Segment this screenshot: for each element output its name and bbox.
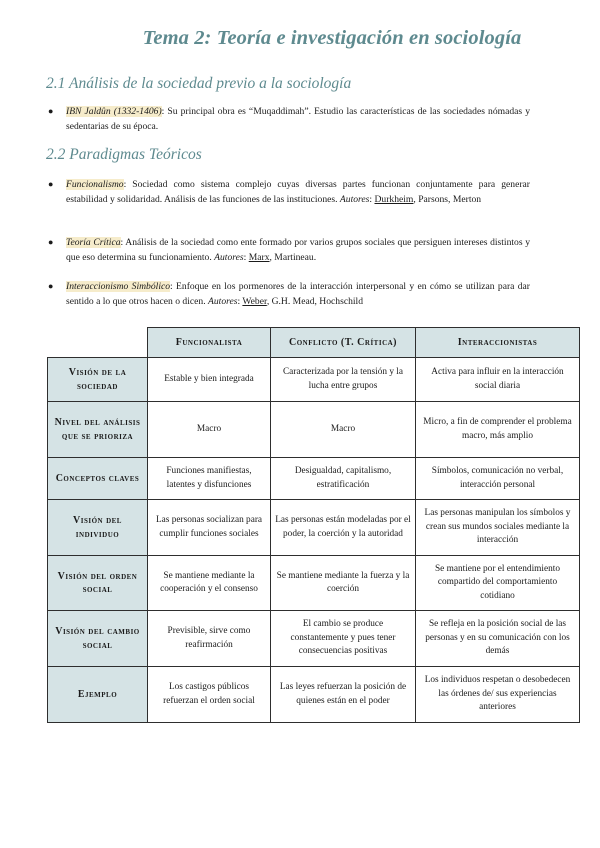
- authors-label: Autores: [214, 252, 244, 263]
- author-link[interactable]: Marx: [248, 252, 270, 263]
- table-cell: Se mantiene mediante la cooperación y el consenso: [148, 556, 271, 611]
- authors-rest: , Martineau.: [269, 252, 317, 263]
- list-item: [48, 235, 530, 265]
- table-cell: Los individuos respetan o desobedecen las órdenes de/ sus experiencias anteriores: [416, 667, 580, 723]
- table-row: [48, 358, 580, 402]
- list-item: [48, 104, 530, 134]
- table-cell: Los castigos públicos refuerzan el orden social: [148, 667, 271, 723]
- table-cell: Las personas manipulan los símbolos y crean sus mundos sociales mediante la interacción: [416, 500, 580, 556]
- table-cell: Macro: [271, 402, 416, 458]
- table-cell: Las personas socializan para cumplir funciones sociales: [148, 500, 271, 556]
- table-cell: El cambio se produce constantemente y pues tener consecuencias positivas: [271, 611, 416, 667]
- table-row: [48, 402, 580, 458]
- row-header: Visión del orden social: [48, 556, 148, 611]
- comparison-table: [47, 327, 580, 723]
- table-cell: Se mantiene por el entendimiento compartido del comportamiento cotidiano: [416, 556, 580, 611]
- table-row: [48, 556, 580, 611]
- column-header: Conflicto (T. Crítica): [271, 328, 416, 358]
- table-row: [48, 500, 580, 556]
- table-cell: Se refleja en la posición social de las personas y en su comunicación con los demás: [416, 611, 580, 667]
- table-cell: Estable y bien integrada: [148, 358, 271, 402]
- row-header: Visión de la sociedad: [48, 358, 148, 402]
- column-header: Interaccionistas: [416, 328, 580, 358]
- authors-rest: , Parsons, Merton: [413, 194, 482, 205]
- row-header: Visión del cambio social: [48, 611, 148, 667]
- table-cell: Desigualdad, capitalismo, estratificación: [271, 458, 416, 500]
- table-cell: Previsible, sirve como reafirmación: [148, 611, 271, 667]
- row-header: Ejemplo: [48, 667, 148, 723]
- table-cell: Las leyes refuerzan la posición de quienes están en el poder: [271, 667, 416, 723]
- authors-label: Autores: [339, 194, 370, 205]
- bullet-icon: ●: [48, 237, 54, 247]
- term-highlight: Funcionalismo: [66, 179, 124, 190]
- authors-separator: :: [237, 296, 243, 307]
- author-link[interactable]: Durkheim: [374, 194, 414, 205]
- list-item: [48, 177, 530, 207]
- table-row: [48, 611, 580, 667]
- table-cell: Las personas están modeladas por el poder, la coerción y la autoridad: [271, 500, 416, 556]
- table-cell: Caracterizada por la tensión y la lucha entre grupos: [271, 358, 416, 402]
- table-row: [48, 667, 580, 723]
- authors-label: Autores: [208, 296, 238, 307]
- authors-separator: :: [369, 194, 375, 205]
- table-cell: Símbolos, comunicación no verbal, interacción personal: [416, 458, 580, 500]
- row-header: Nivel del análisis que se prioriza: [48, 402, 148, 458]
- bullet-icon: ●: [48, 106, 54, 116]
- bullet-text: : Enfoque en los pormenores de la interacción interpersonal y en cómo se utilizan para dar sentido a lo que otros hacen o dicen.: [66, 281, 530, 307]
- table-cell: Activa para influir en la interacción social diaria: [416, 358, 580, 402]
- table-header-row: [48, 328, 580, 358]
- authors-separator: :: [243, 252, 249, 263]
- bullet-icon: ●: [48, 179, 54, 189]
- author-link[interactable]: Weber: [242, 296, 267, 307]
- table-row: [48, 458, 580, 500]
- page-title: Tema 2: Teoría e investigación en sociología: [142, 27, 522, 49]
- table-cell: Micro, a fin de comprender el problema macro, más amplio: [416, 402, 580, 458]
- bullet-text: : Sociedad como sistema complejo cuyas diversas partes funcionan conjuntamente para generar estabilidad y solidaridad. Análisis de las funciones de las instituciones.: [66, 179, 530, 205]
- row-header: Visión del individuo: [48, 500, 148, 556]
- table-cell: Funciones manifiestas, latentes y disfunciones: [148, 458, 271, 500]
- row-header: Conceptos claves: [48, 458, 148, 500]
- section-heading-2-1: 2.1 Análisis de la sociedad previo a la sociología: [46, 75, 352, 92]
- term-highlight: Interaccionismo Simbólico: [66, 281, 171, 292]
- table-corner-cell: [48, 328, 148, 358]
- term-highlight: Teoría Crítica: [66, 237, 121, 248]
- table-cell: Macro: [148, 402, 271, 458]
- list-item: [48, 279, 530, 309]
- term-highlight: IBN Jaldûn (1332-1406): [66, 106, 162, 117]
- column-header: Funcionalista: [148, 328, 271, 358]
- bullet-text: : Su principal obra es “Muqaddimah”. Estudio las características de las sociedades nómadas y sedentarias de su época.: [66, 106, 531, 132]
- authors-rest: , G.H. Mead, Hochschild: [266, 296, 363, 307]
- section-heading-2-2: 2.2 Paradigmas Teóricos: [46, 146, 202, 163]
- table-cell: Se mantiene mediante la fuerza y la coerción: [271, 556, 416, 611]
- bullet-text: : Análisis de la sociedad como ente formado por varios grupos sociales que persiguen intereses distintos y que eso determina su funcionamiento.: [66, 237, 530, 263]
- bullet-icon: ●: [48, 281, 54, 291]
